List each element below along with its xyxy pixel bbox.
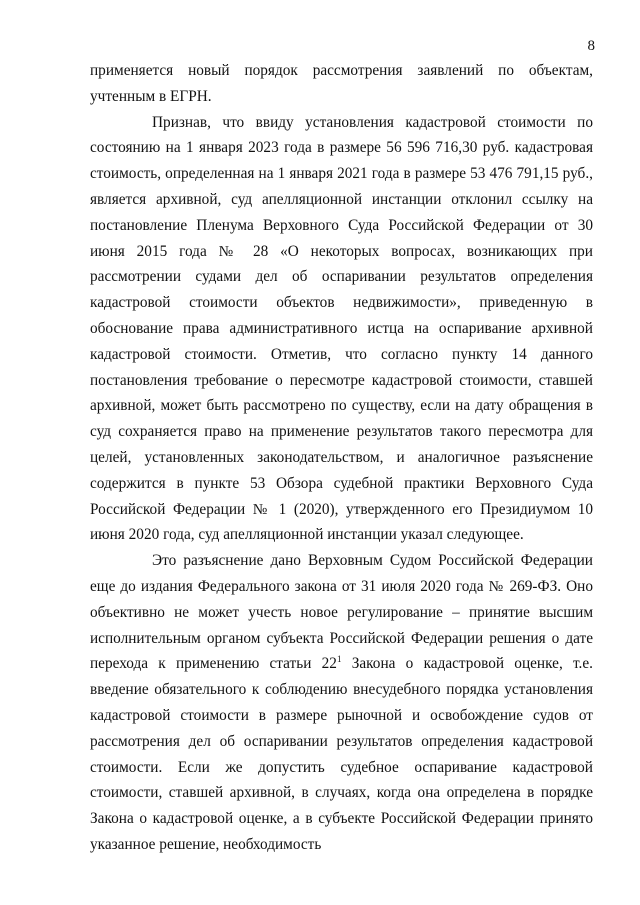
paragraph-appeal-court-reasoning: Признав, что ввиду установления кадастровой стоимости по состоянию на 1 января 2023 года в размере 56 596 716,30 руб. кадастровая стоимость, определенная на 1 января 2021 года в размере 53 476 791,15 руб., является архивной, суд апелляционной инстанции отклонил ссылку на постановление Пленума Верховного Суда Российской Федерации от 30 июня 2015 года № 28 «О некоторых вопросах, возникающих при рассмотрении судами дел об оспаривании результатов определения кадастровой стоимости объектов недвижимости», приведенную в обоснование права административного истца на оспаривание архивной кадастровой стоимости. Отметив, что согласно пункту 14 данного постановления требование о пересмотре кадастровой стоимости, ставшей архивной, может быть рассмотрено по существу, если на дату обращения в суд сохраняется право на применение результатов такого пересмотра для целей, установленных законодательством, и аналогичное разъяснение содержится в пункте 53 Обзора судебной практики Верховного Суда Российской Федерации № 1 (2020), утвержденного его Президиумом 10 июня 2020 года, суд апелляционной инстанции указал следующее. (90, 113, 593, 544)
article-superscript: 1 (336, 654, 342, 665)
paragraph-clarification-part2: Закона о кадастровой оценке, т.е. введение обязательного к соблюдению внесудебного порядка установления кадастровой стоимости в размере рыночной и освобождение судов от рассмотрения дел об оспаривании результатов определения кадастровой стоимости. Если же допустить судебное оспаривание кадастровой стоимости, ставшей архивной, в случаях, когда она определена в порядке Закона о кадастровой оценке, а в субъекте Российской Федерации принято указанное решение, необходимость (90, 655, 593, 853)
paragraph-clarification (90, 548, 593, 858)
paragraph-continuation: применяется новый порядок рассмотрения заявлений по объектам, учтенным в ЕГРН. (90, 62, 593, 105)
paragraph-clarification-part1: Это разъяснение дано Верховным Судом Российской Федерации еще до издания Федерального закона от 31 июля 2020 года № 269-ФЗ. Оно объективно не может учесть новое регулирование – принятие высшим исполнительным органом субъекта Российской Федерации решения о дате перехода к применению статьи 22 (90, 552, 593, 673)
page-number: 8 (587, 38, 595, 54)
document-body (90, 58, 593, 858)
